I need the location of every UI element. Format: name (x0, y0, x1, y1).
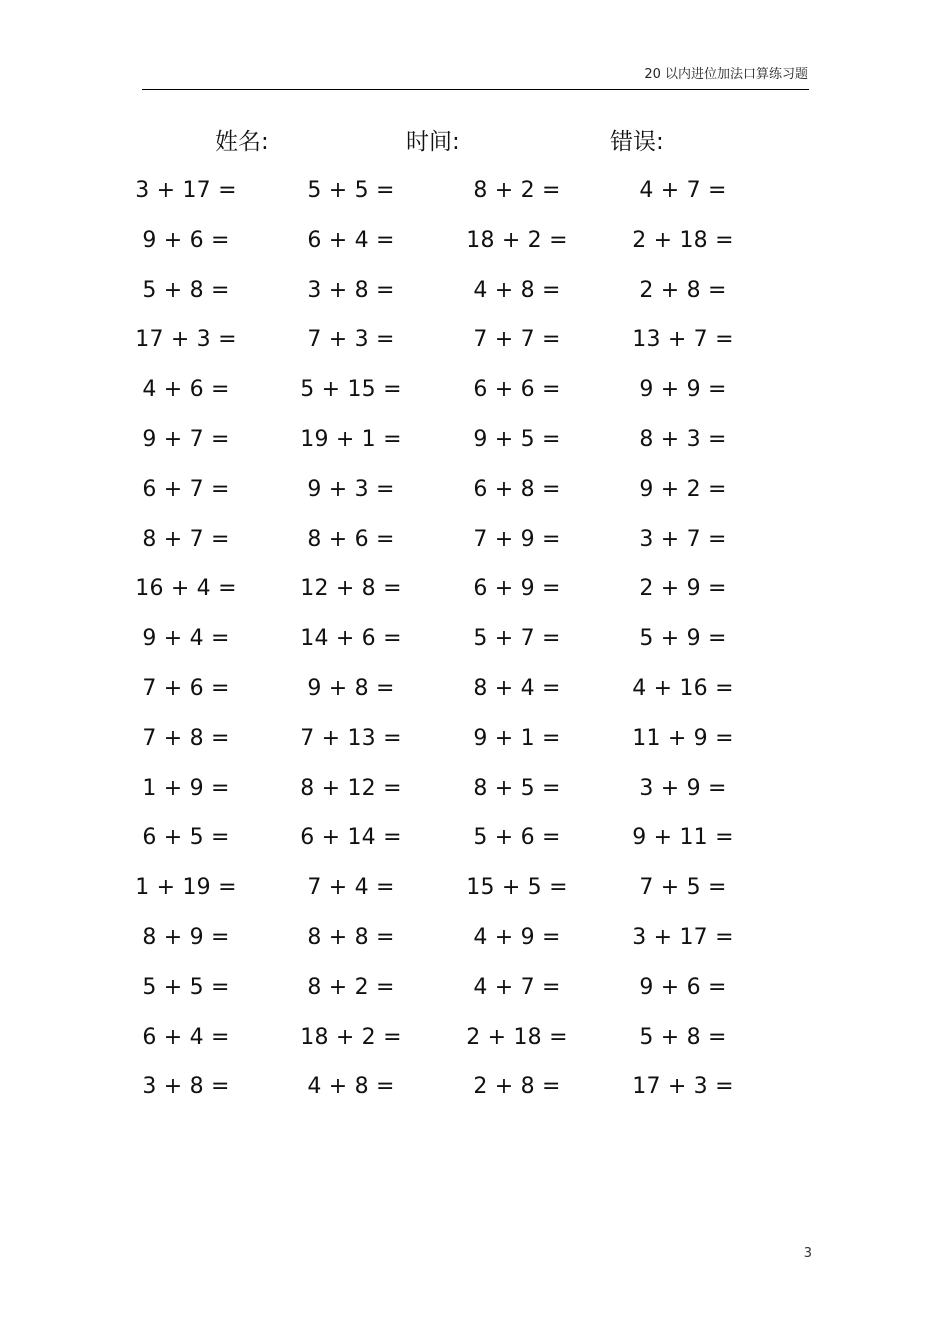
problem-cell: 2 + 9 = (639, 576, 727, 602)
problem-cell: 7 + 13 = (300, 725, 402, 751)
problem-cell: 3 + 17 = (632, 924, 734, 950)
problem-row (0, 869, 950, 919)
problem-cell: 7 + 9 = (473, 526, 561, 552)
problem-cell: 4 + 16 = (632, 675, 734, 701)
problem-cell: 11 + 9 = (632, 725, 734, 751)
problem-cell: 4 + 7 = (639, 178, 727, 203)
problem-cell: 3 + 7 = (639, 526, 727, 552)
problem-cell: 19 + 1 = (300, 426, 402, 452)
problem-cell: 8 + 9 = (142, 924, 230, 950)
problem-cell: 8 + 3 = (639, 426, 727, 452)
problem-row (0, 172, 950, 222)
problem-cell: 5 + 5 = (307, 178, 395, 203)
problem-cell: 14 + 6 = (300, 626, 402, 652)
problem-cell: 13 + 7 = (632, 327, 734, 353)
problem-cell: 8 + 8 = (307, 924, 395, 950)
problem-cell: 8 + 2 = (473, 178, 561, 203)
problem-row (0, 371, 950, 421)
problem-cell: 9 + 9 = (639, 377, 727, 403)
problem-cell: 3 + 17 = (135, 178, 237, 203)
problem-cell: 4 + 9 = (473, 924, 561, 950)
problem-cell: 5 + 5 = (142, 974, 230, 1000)
problem-cell: 4 + 8 = (307, 1074, 395, 1100)
problem-cell: 9 + 6 = (142, 227, 230, 253)
problem-cell: 15 + 5 = (466, 875, 568, 901)
student-info-row (0, 124, 950, 160)
problem-cell: 8 + 4 = (473, 675, 561, 701)
problem-cell: 18 + 2 = (300, 1024, 402, 1050)
problem-cell: 2 + 18 = (632, 227, 734, 253)
problem-cell: 2 + 8 = (639, 277, 727, 303)
problem-cell: 6 + 9 = (473, 576, 561, 602)
problem-cell: 6 + 4 = (142, 1024, 230, 1050)
problem-row (0, 819, 950, 869)
problem-cell: 2 + 8 = (473, 1074, 561, 1100)
problem-cell: 9 + 5 = (473, 426, 561, 452)
problem-cell: 8 + 5 = (473, 775, 561, 801)
problem-cell: 1 + 9 = (142, 775, 230, 801)
name-label: 姓名: (215, 129, 269, 155)
problem-row (0, 222, 950, 272)
header-rule (142, 89, 809, 90)
problem-cell: 9 + 3 = (307, 476, 395, 502)
problem-cell: 9 + 6 = (639, 974, 727, 1000)
problem-cell: 17 + 3 = (632, 1074, 734, 1100)
problem-cell: 2 + 18 = (466, 1024, 568, 1050)
problem-cell: 6 + 6 = (473, 377, 561, 403)
problem-cell: 8 + 2 = (307, 974, 395, 1000)
problem-cell: 6 + 8 = (473, 476, 561, 502)
problem-cell: 3 + 9 = (639, 775, 727, 801)
problem-cell: 4 + 7 = (473, 974, 561, 1000)
time-label: 时间: (406, 129, 460, 155)
problem-row (0, 670, 950, 720)
problem-row (0, 770, 950, 820)
problem-cell: 9 + 7 = (142, 426, 230, 452)
problem-cell: 7 + 7 = (473, 327, 561, 353)
problem-cell: 6 + 14 = (300, 825, 402, 851)
problem-row (0, 1019, 950, 1069)
problem-cell: 18 + 2 = (466, 227, 568, 253)
problem-cell: 9 + 8 = (307, 675, 395, 701)
problem-cell: 8 + 6 = (307, 526, 395, 552)
problem-cell: 6 + 4 = (307, 227, 395, 253)
problem-cell: 5 + 8 = (142, 277, 230, 303)
problem-cell: 8 + 7 = (142, 526, 230, 552)
problem-grid (0, 172, 950, 1118)
problem-cell: 7 + 3 = (307, 327, 395, 353)
page-number: 3 (803, 1246, 812, 1261)
problem-cell: 7 + 6 = (142, 675, 230, 701)
problem-cell: 9 + 2 = (639, 476, 727, 502)
problem-row (0, 919, 950, 969)
problem-cell: 3 + 8 = (307, 277, 395, 303)
problem-cell: 8 + 12 = (300, 775, 402, 801)
problem-cell: 17 + 3 = (135, 327, 237, 353)
problem-row (0, 620, 950, 670)
problem-cell: 5 + 8 = (639, 1024, 727, 1050)
problem-row (0, 471, 950, 521)
problem-cell: 9 + 4 = (142, 626, 230, 652)
problem-row (0, 321, 950, 371)
problem-cell: 4 + 6 = (142, 377, 230, 403)
problem-cell: 5 + 7 = (473, 626, 561, 652)
problem-cell: 6 + 7 = (142, 476, 230, 502)
problem-row (0, 272, 950, 322)
problem-row (0, 969, 950, 1019)
problem-cell: 12 + 8 = (300, 576, 402, 602)
problem-row (0, 421, 950, 471)
problem-cell: 5 + 15 = (300, 377, 402, 403)
problem-cell: 9 + 11 = (632, 825, 734, 851)
problem-cell: 3 + 8 = (142, 1074, 230, 1100)
problem-cell: 1 + 19 = (135, 875, 237, 901)
header-title: 20 以内进位加法口算练习题 (644, 67, 808, 82)
problem-cell: 7 + 4 = (307, 875, 395, 901)
problem-cell: 5 + 9 = (639, 626, 727, 652)
errors-label: 错误: (610, 129, 664, 155)
problem-cell: 5 + 6 = (473, 825, 561, 851)
problem-cell: 7 + 8 = (142, 725, 230, 751)
problem-row (0, 1068, 950, 1118)
problem-row (0, 720, 950, 770)
problem-cell: 6 + 5 = (142, 825, 230, 851)
problem-cell: 4 + 8 = (473, 277, 561, 303)
problem-cell: 7 + 5 = (639, 875, 727, 901)
problem-row (0, 521, 950, 571)
problem-cell: 9 + 1 = (473, 725, 561, 751)
problem-cell: 16 + 4 = (135, 576, 237, 602)
problem-row (0, 570, 950, 620)
